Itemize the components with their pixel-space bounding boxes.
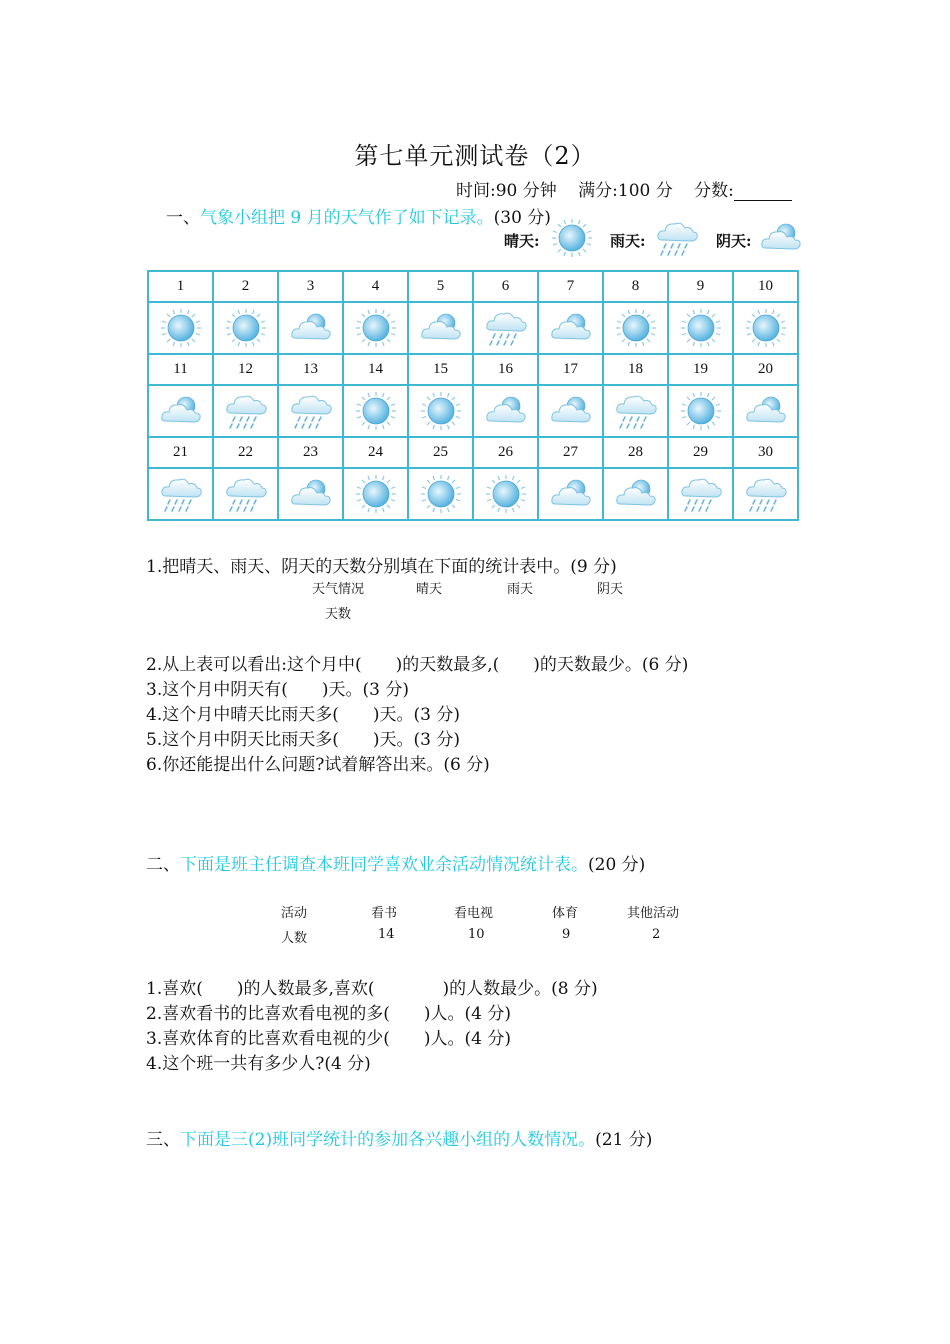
rain-icon xyxy=(613,391,659,431)
calendar-day-number: 9 xyxy=(668,271,733,302)
calendar-day-number: 30 xyxy=(733,437,798,468)
section2-score: (20 分) xyxy=(588,855,646,875)
activity-header: 看书 xyxy=(371,906,398,921)
calendar-weather-cell xyxy=(538,468,603,520)
calendar-weather-cell xyxy=(473,302,538,354)
calendar-day-number: 11 xyxy=(148,354,213,385)
calendar-day-number: 18 xyxy=(603,354,668,385)
legend-cloudy-label: 阴天: xyxy=(716,232,752,250)
sun-icon xyxy=(418,474,464,514)
cloudy-icon xyxy=(613,474,659,514)
section2-number: 二、 xyxy=(146,855,180,875)
calendar-weather-cell xyxy=(213,302,278,354)
cloudy-icon xyxy=(418,308,464,348)
section1-text: 气象小组把 9 月的天气作了如下记录。 xyxy=(200,208,494,228)
s2-question-2: 2.喜欢看书的比喜欢看电视的多( )人。(4 分) xyxy=(146,1004,511,1024)
calendar-weather-cell xyxy=(278,385,343,437)
calendar-weather-cell xyxy=(538,302,603,354)
calendar-weather-cell xyxy=(408,385,473,437)
calendar-day-number: 27 xyxy=(538,437,603,468)
stat-header-sunny: 晴天 xyxy=(416,582,443,597)
calendar-day-number: 16 xyxy=(473,354,538,385)
s2-question-1: 1.喜欢( )的人数最多,喜欢( )的人数最少。(8 分) xyxy=(146,979,598,999)
calendar-day-number: 5 xyxy=(408,271,473,302)
s1-question-5: 5.这个月中阴天比雨天多( )天。(3 分) xyxy=(146,730,460,750)
calendar-day-number: 28 xyxy=(603,437,668,468)
sun-icon xyxy=(678,308,724,348)
cloudy-icon xyxy=(288,308,334,348)
cloudy-icon xyxy=(548,474,594,514)
stat-row-days: 天数 xyxy=(325,607,352,622)
activity-count: 2 xyxy=(652,927,661,942)
calendar-day-number: 8 xyxy=(603,271,668,302)
calendar-day-number: 7 xyxy=(538,271,603,302)
activity-count: 9 xyxy=(562,927,571,942)
calendar-weather-cell xyxy=(148,385,213,437)
s1-question-1: 1.把晴天、雨天、阴天的天数分别填在下面的统计表中。(9 分) xyxy=(146,557,617,577)
rain-icon xyxy=(288,391,334,431)
score-blank[interactable] xyxy=(734,184,792,201)
activity-count: 10 xyxy=(468,927,485,942)
rain-icon xyxy=(223,391,269,431)
calendar-weather-cell xyxy=(278,302,343,354)
cloudy-icon xyxy=(758,218,804,258)
sun-icon xyxy=(678,391,724,431)
rain-icon xyxy=(483,308,529,348)
rain-icon xyxy=(743,474,789,514)
calendar-day-number: 6 xyxy=(473,271,538,302)
s1-question-4: 4.这个月中晴天比雨天多( )天。(3 分) xyxy=(146,705,460,725)
calendar-day-number: 23 xyxy=(278,437,343,468)
calendar-weather-cell xyxy=(668,468,733,520)
rain-icon xyxy=(223,474,269,514)
sun-icon xyxy=(743,308,789,348)
stat-header-rainy: 雨天 xyxy=(507,582,534,597)
calendar-weather-cell xyxy=(213,385,278,437)
calendar-weather-cell xyxy=(343,302,408,354)
cloudy-icon xyxy=(548,391,594,431)
sun-icon xyxy=(353,474,399,514)
sun-icon xyxy=(158,308,204,348)
stat-header-weather: 天气情况 xyxy=(312,582,365,597)
activity-header: 其他活动 xyxy=(627,906,680,921)
calendar-weather-cell xyxy=(473,468,538,520)
s2-question-3: 3.喜欢体育的比喜欢看电视的少( )人。(4 分) xyxy=(146,1029,511,1049)
activity-header: 活动 xyxy=(281,906,308,921)
stat-header-cloudy: 阴天 xyxy=(597,582,624,597)
s1-question-2: 2.从上表可以看出:这个月中( )的天数最多,( )的天数最少。(6 分) xyxy=(146,655,689,675)
calendar-day-number: 14 xyxy=(343,354,408,385)
calendar-day-number: 22 xyxy=(213,437,278,468)
section3-heading xyxy=(146,1125,652,1150)
weather-calendar xyxy=(147,270,799,521)
cloudy-icon xyxy=(743,391,789,431)
calendar-weather-cell xyxy=(148,302,213,354)
calendar-weather-cell xyxy=(148,468,213,520)
legend-rainy-label: 雨天: xyxy=(610,232,646,250)
rain-icon xyxy=(678,474,724,514)
calendar-weather-cell xyxy=(668,302,733,354)
calendar-day-number: 3 xyxy=(278,271,343,302)
section1-number: 一、 xyxy=(166,208,200,228)
calendar-weather-cell xyxy=(603,302,668,354)
calendar-weather-cell xyxy=(538,385,603,437)
rain-icon xyxy=(654,218,700,258)
calendar-day-number: 24 xyxy=(343,437,408,468)
calendar-day-number: 13 xyxy=(278,354,343,385)
calendar-weather-cell xyxy=(278,468,343,520)
calendar-weather-cell xyxy=(343,468,408,520)
section2-heading xyxy=(146,850,645,875)
activity-header: 体育 xyxy=(552,906,579,921)
page-title: 第七单元测试卷（2） xyxy=(354,142,596,170)
calendar-day-number: 20 xyxy=(733,354,798,385)
cloudy-icon xyxy=(483,391,529,431)
activity-count-label: 人数 xyxy=(281,931,308,946)
sun-icon xyxy=(223,308,269,348)
sun-icon xyxy=(418,391,464,431)
cloudy-icon xyxy=(288,474,334,514)
legend-sunny-label: 晴天: xyxy=(504,232,540,250)
calendar-weather-cell xyxy=(733,302,798,354)
sun-icon xyxy=(483,474,529,514)
calendar-weather-cell xyxy=(473,385,538,437)
sun-icon xyxy=(353,308,399,348)
activity-header: 看电视 xyxy=(454,906,494,921)
calendar-day-number: 25 xyxy=(408,437,473,468)
time-limit: 时间:90 分钟 xyxy=(456,181,557,201)
section2-text: 下面是班主任调查本班同学喜欢业余活动情况统计表。 xyxy=(180,855,588,875)
cloudy-icon xyxy=(158,391,204,431)
calendar-weather-cell xyxy=(213,468,278,520)
activity-count: 14 xyxy=(378,927,395,942)
calendar-weather-cell xyxy=(668,385,733,437)
calendar-weather-cell xyxy=(408,302,473,354)
sun-icon xyxy=(353,391,399,431)
exam-meta xyxy=(456,176,792,201)
calendar-day-number: 15 xyxy=(408,354,473,385)
calendar-day-number: 26 xyxy=(473,437,538,468)
sun-icon xyxy=(613,308,659,348)
calendar-weather-cell xyxy=(408,468,473,520)
calendar-weather-cell xyxy=(733,385,798,437)
calendar-day-number: 19 xyxy=(668,354,733,385)
section1-score: (30 分) xyxy=(493,208,551,228)
calendar-day-number: 2 xyxy=(213,271,278,302)
cloudy-icon xyxy=(548,308,594,348)
s1-question-6: 6.你还能提出什么问题?试着解答出来。(6 分) xyxy=(146,755,490,775)
sun-icon xyxy=(549,218,595,258)
calendar-day-number: 21 xyxy=(148,437,213,468)
calendar-weather-cell xyxy=(603,468,668,520)
rain-icon xyxy=(158,474,204,514)
score-label: 分数: xyxy=(694,181,734,201)
calendar-weather-cell xyxy=(733,468,798,520)
section3-text: 下面是三(2)班同学统计的参加各兴趣小组的人数情况。 xyxy=(180,1130,596,1150)
full-score: 满分:100 分 xyxy=(578,181,673,201)
calendar-day-number: 10 xyxy=(733,271,798,302)
section1-heading xyxy=(166,203,551,228)
calendar-day-number: 12 xyxy=(213,354,278,385)
calendar-day-number: 17 xyxy=(538,354,603,385)
section3-number: 三、 xyxy=(146,1130,180,1150)
s2-question-4: 4.这个班一共有多少人?(4 分) xyxy=(146,1054,371,1074)
section3-score: (21 分) xyxy=(595,1130,653,1150)
calendar-day-number: 29 xyxy=(668,437,733,468)
calendar-day-number: 4 xyxy=(343,271,408,302)
calendar-day-number: 1 xyxy=(148,271,213,302)
calendar-weather-cell xyxy=(343,385,408,437)
calendar-weather-cell xyxy=(603,385,668,437)
s1-question-3: 3.这个月中阴天有( )天。(3 分) xyxy=(146,680,409,700)
